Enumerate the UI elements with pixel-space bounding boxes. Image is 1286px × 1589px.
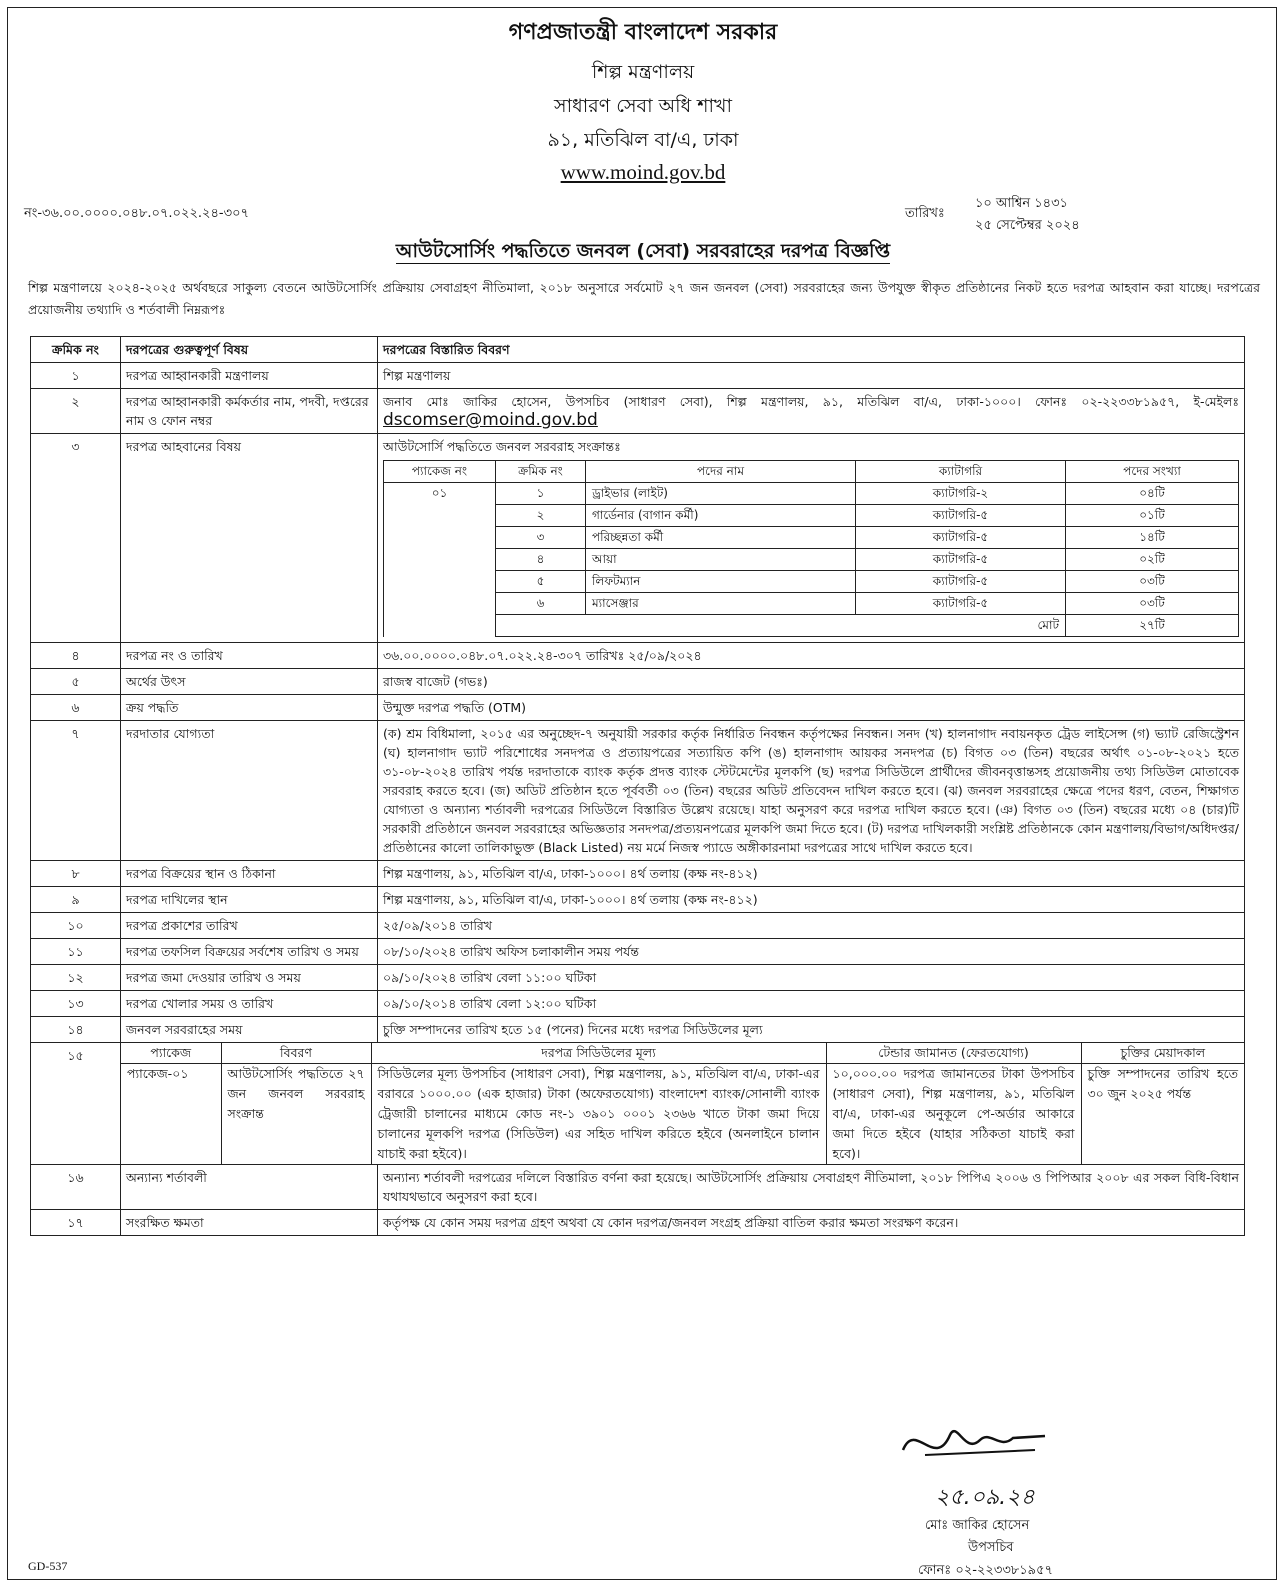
contract-period: চুক্তি সম্পাদনের তারিখ হতে ৩০ জুন ২০২৫ পর্যন্ত [1081,1064,1244,1165]
row-serial: ১৭ [31,1210,121,1236]
row-serial: ১৩ [31,991,121,1017]
schedule-row [121,1064,1244,1165]
post-category: ক্যাটাগরি-৫ [856,593,1066,615]
post-row [384,483,1239,505]
row-topic: দরপত্র দাখিলের স্থান [121,887,378,913]
post-row [384,571,1239,593]
notice-title: আউটসোর্সিং পদ্ধতিতে জনবল (সেবা) সরবরাহের দরপত্র বিজ্ঞপ্তি [395,240,891,262]
row-topic: দরপত্র আহ্বানকারী কর্মকর্তার নাম, পদবী, দপ্তরের নাম ও ফোন নম্বর [121,389,378,434]
posts-header: ক্রমিক নং [496,461,586,483]
row-detail: ২৫/০৯/২০১৪ তারিখ [378,913,1245,939]
row-detail: ০৯/১০/২০২৪ তারিখ বেলা ১১:০০ ঘটিকা [378,965,1245,991]
table-row [31,643,1245,669]
row-serial: ১২ [31,965,121,991]
row-serial: ১৫ [31,1043,121,1165]
ministry-name: শিল্প মন্ত্রণালয় [591,61,695,83]
post-name: পরিচ্ছন্নতা কর্মী [586,527,856,549]
tender-table [30,336,1245,1236]
table-row [31,669,1245,695]
table-row [31,887,1245,913]
table-row [31,913,1245,939]
row-serial: ৩ [31,434,121,643]
row-topic: দরপত্র তফসিল বিক্রয়ের সর্বশেষ তারিখ ও সময় [121,939,378,965]
table-row [31,389,1245,434]
row-detail: কর্তৃপক্ষ যে কোন সময় দরপত্র গ্রহণ অথবা যে কোন দরপত্র/জনবল সংগ্রহ প্রক্রিয়া বাতিল করার ক্ষমতা সংরক্ষণ করেন। [378,1210,1245,1236]
table-row [31,1043,1245,1165]
row-serial: ১১ [31,939,121,965]
row-detail: রাজস্ব বাজেট (গভঃ) [378,669,1245,695]
post-category: ক্যাটাগরি-২ [856,483,1066,505]
posts-table [383,460,1239,637]
table-header-row [31,337,1245,363]
row-serial: ১ [31,363,121,389]
row-topic: দরপত্র প্রকাশের তারিখ [121,913,378,939]
post-serial: ২ [496,505,586,527]
schedule-header: প্যাকেজ [121,1043,221,1064]
signatory-name: মোঃ জাকির হোসেন [925,1518,1030,1533]
schedule-package: প্যাকেজ-০১ [127,1066,189,1081]
schedule-header: চুক্তির মেয়াদকাল [1081,1043,1244,1064]
row-detail: চুক্তি সম্পাদনের তারিখ হতে ১৫ (পনের) দিনের মধ্যে দরপত্র সিডিউলের মূল্য [378,1017,1245,1043]
post-serial: ১ [496,483,586,505]
schedule-header-row [121,1043,1244,1064]
row-topic: দরপত্র নং ও তারিখ [121,643,378,669]
tender-security: ১০,০০০.০০ দরপত্র জামানতের টাকা উপসচিব (সাধারণ সেবা), শিল্প মন্ত্রণালয়, ৯১, মতিঝিল বা/এ, ঢাকা-এর অনুকূলে পে-অর্ডার আকারে জমা দিতে হইবে (যাহার সঠিকতা যাচাই করা হবে)। [826,1064,1081,1165]
posts-header-row [384,461,1239,483]
row-detail: শিল্প মন্ত্রণালয়, ৯১, মতিঝিল বা/এ, ঢাকা-১০০০। ৪র্থ তলায় (কক্ষ নং-৪১২) [378,861,1245,887]
row-topic: ক্রয় পদ্ধতি [121,695,378,721]
row-topic: দরদাতার যোগ্যতা [121,721,378,861]
signature-image [895,1410,1055,1480]
post-name: গার্ডেনার (বাগান কর্মী) [586,505,856,527]
posts-header: পদের সংখ্যা [1066,461,1239,483]
post-count: ০৩টি [1066,593,1239,615]
post-count: ০৪টি [1066,483,1239,505]
row-detail: (ক) শ্রম বিধিমালা, ২০১৫ এর অনুচ্ছেদ-৭ অনুযায়ী সরকার কর্তৃক নির্ধারিত নিবন্ধন কর্তৃপক্ষের নিবন্ধন। সনদ (খ) হালনাগাদ নবায়নকৃত ট্রেড লাইসেন্স (গ) ভ্যাট রেজিস্ট্রেশন (ঘ) হালনাগাদ ভ্যাট পরিশোধের সনদপত্র ও প্রত্যায়পত্রের সত্যায়িত কপি (ঙ) হালনাগাদ আয়কর সনদপত্র (চ) বিগত ০৩ (তিন) বছরের অর্থাৎ ০১-০৮-২০২১ হতে ৩১-০৮-২০২৪ তারিখ পর্যন্ত দরদাতাকে ব্যাংক কর্তৃক প্রদত্ত ব্যাংক স্টেটমেন্টের মূলকপি (ছ) দরপত্র সিডিউলে প্রার্থীদের জীবনবৃত্তান্তসহ প্রয়োজনীয় তথ্য সিডিউল মোতাবেক সরবরাহ করতে হবে। (জ) অডিট প্রতিষ্ঠান হতে পূর্ববর্তী ০৩ (তিন) বছরের অডিট প্রতিবেদন দাখিল করতে হবে। (ঝ) জনবল সরবরাহের ক্ষেত্রে পদের ধরণ, বেতন, শিক্ষাগত যোগ্যতা ও অন্যান্য শর্তাবলী দরপত্রের সিডিউলে বিস্তারিত উল্লেখ রয়েছে। যাহা অনুসরণ করে দরপত্র দাখিল করতে হবে। (ঞ) বিগত ০৩ (তিন) বছরের মধ্যে ০৪ (চার)টি সরকারী প্রতিষ্ঠানে জনবল সরবরাহের অভিজ্ঞতার সনদপত্র/প্রত্যয়নপত্রের মূলকপি জমা দিতে হবে। (ট) দরপত্র দাখিলকারী সংশ্লিষ্ট প্রতিষ্ঠানকে কোন মন্ত্রণালয়/বিভাগ/অধিদপ্তর/প্রতিষ্ঠানের কালো তালিকাভুক্ত (Black Listed) নয় মর্মে নিজস্ব প্যাডে অঙ্গীকারনামা দরপত্রের সাথে দাখিল করতে হবে। [378,721,1245,861]
package-number: ০১ [384,483,496,637]
row-serial: ৪ [31,643,121,669]
header-topic: দরপত্রের গুরুত্বপূর্ণ বিষয় [121,337,378,363]
table-row [31,721,1245,861]
section-name: সাধারণ সেবা অধি শাখা [554,95,732,117]
schedule-header: বিবরণ [221,1043,371,1064]
post-name: ম্যাসেঞ্জার [586,593,856,615]
post-serial: ৬ [496,593,586,615]
contact-text: জনাব মোঃ জাকির হোসেন, উপসচিব (সাধারণ সেবা), শিল্প মন্ত্রণালয়, ৯১, মতিঝিল বা/এ, ঢাকা-১০০০। ফোনঃ ০২-২২৩৩৮১৯৫৭, ই-মেইলঃ [383,394,1239,409]
post-count: ০১টি [1066,505,1239,527]
post-count: ০২টি [1066,549,1239,571]
post-row [384,505,1239,527]
row-topic: দরপত্র জমা দেওয়ার তারিখ ও সময় [121,965,378,991]
post-category: ক্যাটাগরি-৫ [856,505,1066,527]
table-row [31,1165,1245,1210]
post-category: ক্যাটাগরি-৫ [856,527,1066,549]
row-detail: শিল্প মন্ত্রণালয়, ৯১, মতিঝিল বা/এ, ঢাকা-১০০০। ৪র্থ তলায় (কক্ষ নং-৪১২) [378,887,1245,913]
post-serial: ৪ [496,549,586,571]
schedule-header: টেন্ডার জামানত (ফেরতযোগ্য) [826,1043,1081,1064]
post-row [384,527,1239,549]
row-detail [378,434,1245,643]
row-serial: ১৬ [31,1165,121,1210]
post-row [384,593,1239,615]
header-detail: দরপত্রের বিস্তারিত বিবরণ [378,337,1245,363]
post-name: লিফটম্যান [586,571,856,593]
date-label: তারিখঃ [905,206,945,221]
row-topic: জনবল সরবরাহের সময় [121,1017,378,1043]
total-label: মোট [496,615,1066,637]
signatory-phone: ফোনঃ ০২-২২৩৩৮১৯৫৭ [918,1563,1053,1578]
table-row [31,939,1245,965]
row-topic: অর্থের উৎস [121,669,378,695]
post-row [384,549,1239,571]
schedule-description: আউটসোর্সিং পদ্ধতিতে ২৭ জন জনবল সরবরাহ সংক্রান্ত [221,1064,371,1165]
footer-code: GD-537 [28,1559,68,1573]
row-detail [378,389,1245,434]
row-topic: অন্যান্য শর্তাবলী [121,1165,378,1210]
date-block [975,193,1080,237]
table-row [31,1210,1245,1236]
row-topic: দরপত্র খোলার সময় ও তারিখ [121,991,378,1017]
header-serial: ক্রমিক নং [31,337,121,363]
government-name: গণপ্রজাতন্ত্রী বাংলাদেশ সরকার [508,20,778,45]
post-category: ক্যাটাগরি-৫ [856,549,1066,571]
row-detail: অন্যান্য শর্তাবলী দরপত্রের দলিলে বিস্তারিত বর্ণনা করা হয়েছে। আউটসোর্সিং প্রক্রিয়ায় সেবাগ্রহণ নীতিমালা, ২০১৮ পিপিএ ২০০৬ ও পিপিআর ২০০৮ এর সকল বিধি-বিধান যথাযথভাবে অনুসরণ করা হবে। [378,1165,1245,1210]
row-detail: শিল্প মন্ত্রণালয় [378,363,1245,389]
row-serial: ১৪ [31,1017,121,1043]
post-name: ড্রাইভার (লাইট) [586,483,856,505]
table-row [31,434,1245,643]
row-detail: উন্মুক্ত দরপত্র পদ্ধতি (OTM) [378,695,1245,721]
row-serial: ৭ [31,721,121,861]
intro-paragraph: শিল্প মন্ত্রণালয়ে ২০২৪-২০২৫ অর্থবছরে সাকুল্য বেতনে আউটসোর্সিং প্রক্রিয়ায় সেবাগ্রহণ নীতিমালা, ২০১৮ অনুসারে সর্বমোট ২৭ জন জনবল (সেবা) সরবরাহের জন্য উপযুক্ত স্বীকৃত প্রতিষ্ঠানের নিকট হতে দরপত্র আহবান করা যাচ্ছে। দরপত্রের প্রয়োজনীয় তথ্যাদি ও শর্তবালী নিম্নরূপঃ [28,280,1260,317]
date-english: ২৫ সেপ্টেম্বর ২০২৪ [975,218,1080,233]
row-serial: ৯ [31,887,121,913]
post-count: ০৩টি [1066,571,1239,593]
schedule-price: সিডিউলের মূল্য উপসচিব (সাধারণ সেবা), শিল্প মন্ত্রণালয়, ৯১, মতিঝিল বা/এ, ঢাকা-এর বরাবরে ১০০০.০০ (এক হাজার) টাকা (অফেরতযোগ্য) বাংলাদেশ ব্যাংক/সোনালী ব্যাংক ট্রেজারী চালানের মাধ্যমে কোড নং-১ ৩৯০১ ০০০১ ২৩৬৬ খাতে টাকা জমা দিয়ে চালানের মূলকপি দরপত্র (সিডিউল) এর সহিত দাখিল করিতে হইবে (অনলাইনে চালান যাচাই করা হইবে)। [371,1064,826,1165]
office-address: ৯১, মতিঝিল বা/এ, ঢাকা [547,129,739,151]
table-row [31,861,1245,887]
table-row [31,965,1245,991]
row-serial: ২ [31,389,121,434]
post-serial: ৩ [496,527,586,549]
row-detail: ৩৬.০০.০০০০.০৪৮.০৭.০২২.২৪-৩০৭ তারিখঃ ২৫/০৯/২০২৪ [378,643,1245,669]
row-detail: ০৮/১০/২০২৪ তারিখ অফিস চলাকালীন সময় পর্যন্ত [378,939,1245,965]
signatory-designation: উপসচিব [968,1540,1014,1555]
row-serial: ৬ [31,695,121,721]
row-topic: দরপত্র বিক্রয়ের স্থান ও ঠিকানা [121,861,378,887]
email-link[interactable]: dscomser@moind.gov.bd [383,410,598,430]
post-name: আয়া [586,549,856,571]
row-serial: ৮ [31,861,121,887]
row-topic: দরপত্র আহ্বানকারী মন্ত্রণালয় [121,363,378,389]
table-row [31,363,1245,389]
post-count: ১৪টি [1066,527,1239,549]
posts-header: প্যাকেজ নং [384,461,496,483]
total-row [384,615,1239,637]
schedule-price-cell [121,1043,1245,1165]
date-bangla: ১০ আশ্বিন ১৪৩১ [975,196,1068,211]
row-topic: দরপত্র আহবানের বিষয় [121,434,378,643]
website-link[interactable]: www.moind.gov.bd [560,160,726,184]
signature-date: ২৫.০৯.২৪ [935,1485,1035,1510]
row-topic: সংরক্ষিত ক্ষমতা [121,1210,378,1236]
post-serial: ৫ [496,571,586,593]
table-row [31,695,1245,721]
post-category: ক্যাটাগরি-৫ [856,571,1066,593]
posts-intro: আউটসোর্সি পদ্ধতিতে জনবল সরবরাহ সংক্রান্তঃ [383,439,621,454]
posts-header: ক্যাটাগরি [856,461,1066,483]
table-row [31,1017,1245,1043]
posts-header: পদের নাম [586,461,856,483]
table-row [31,991,1245,1017]
schedule-table [121,1043,1244,1164]
schedule-header: দরপত্র সিডিউলের মূল্য [371,1043,826,1064]
row-serial: ১০ [31,913,121,939]
memo-number: নং-৩৬.০০.০০০০.০৪৮.০৭.০২২.২৪-৩০৭ [24,206,249,221]
row-serial: ৫ [31,669,121,695]
total-count: ২৭টি [1066,615,1239,637]
row-detail: ০৯/১০/২০১৪ তারিখ বেলা ১২:০০ ঘটিকা [378,991,1245,1017]
